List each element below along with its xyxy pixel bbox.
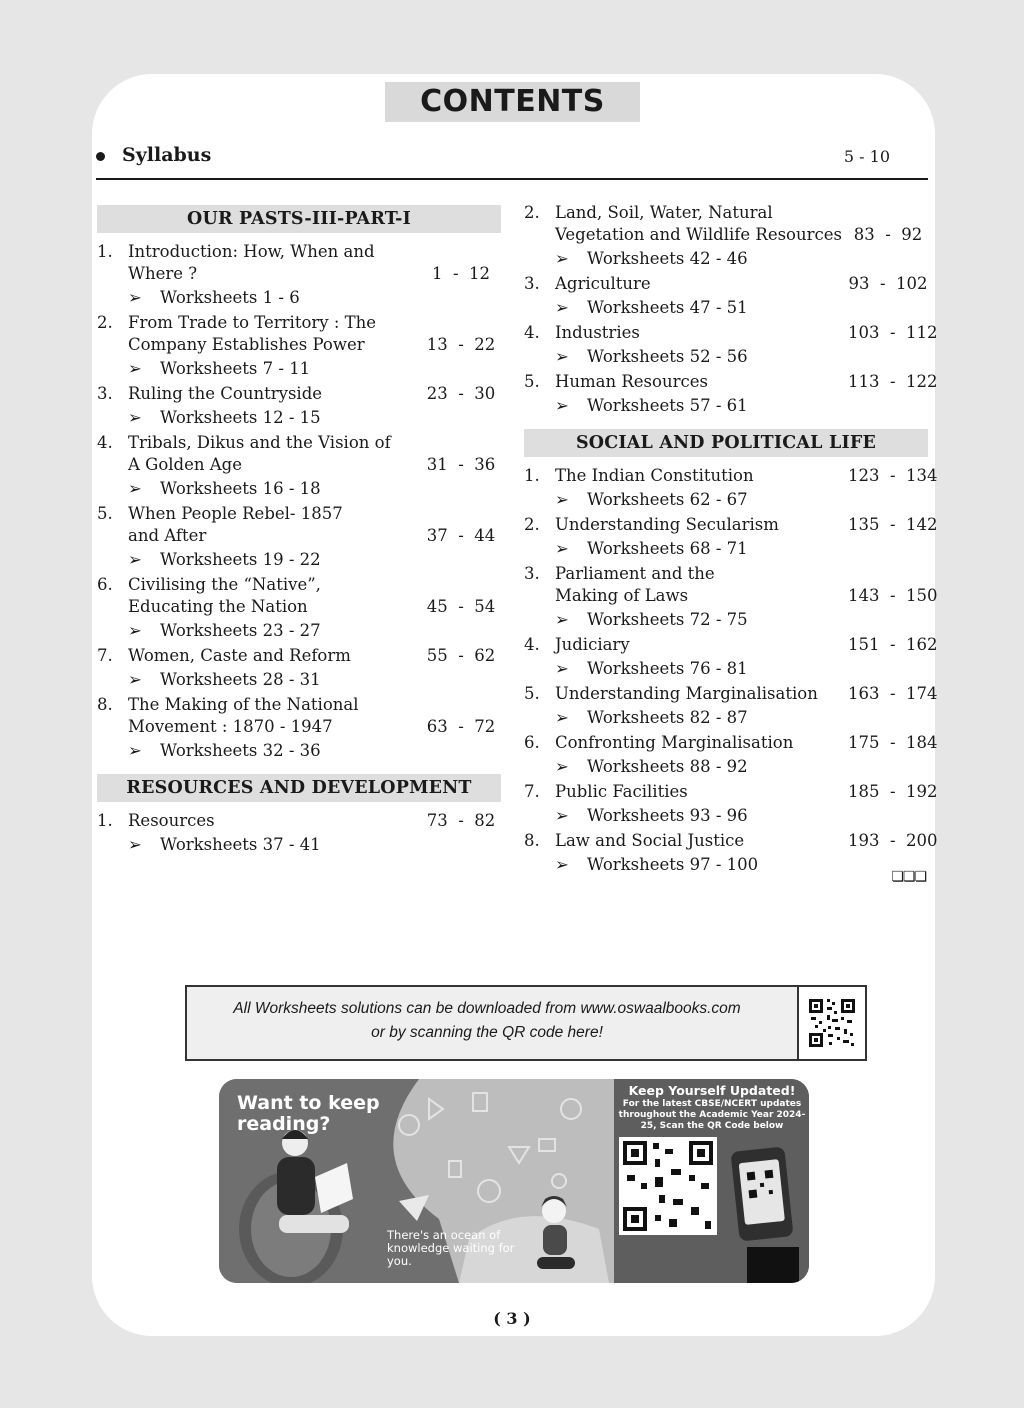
entry-title: Resources [128, 811, 215, 830]
entry-pages: 151 - 162 [848, 635, 938, 654]
toc-entry[interactable] [97, 503, 501, 547]
worksheet-entry[interactable] [524, 248, 928, 270]
toc-entry[interactable] [97, 645, 501, 667]
worksheet-label: Worksheets 68 - 71 [587, 539, 748, 558]
worksheet-entry[interactable] [97, 620, 501, 642]
worksheet-entry[interactable] [524, 854, 928, 876]
entry-title: When People Rebel- 1857 and After [128, 504, 343, 545]
arrow-icon: ➢ [128, 550, 142, 569]
toc-entry[interactable] [524, 732, 938, 754]
bullet-icon [96, 152, 105, 161]
entry-number: 3. [524, 274, 540, 293]
entry-title: Land, Soil, Water, Natural Vegetation and Wildlife Resources [555, 203, 842, 244]
worksheet-entry[interactable] [524, 489, 928, 511]
arrow-icon: ➢ [555, 610, 569, 629]
worksheet-label: Worksheets 57 - 61 [587, 396, 748, 415]
toc-entry[interactable] [524, 322, 938, 344]
arrow-icon: ➢ [555, 806, 569, 825]
arrow-icon: ➢ [555, 347, 569, 366]
worksheet-label: Worksheets 32 - 36 [160, 741, 321, 760]
section-heading: RESOURCES AND DEVELOPMENT [97, 774, 501, 802]
right-column [524, 202, 938, 879]
entry-pages: 93 - 102 [848, 274, 928, 293]
entry-title: Introduction: How, When and Where ? [128, 242, 375, 283]
entry-title: The Indian Constitution [555, 466, 754, 485]
entry-number: 7. [97, 646, 113, 665]
worksheet-label: Worksheets 19 - 22 [160, 550, 321, 569]
entry-title: Understanding Marginalisation [555, 684, 818, 703]
toc-entry[interactable] [524, 273, 928, 295]
worksheet-entry[interactable] [524, 538, 928, 560]
page-title: CONTENTS [385, 82, 640, 122]
entry-title: From Trade to Territory : The Company Establishes Power [128, 313, 377, 354]
entry-pages: 135 - 142 [848, 515, 938, 534]
toc-entry[interactable] [524, 514, 938, 536]
toc-entry[interactable] [524, 202, 928, 246]
entry-pages: 45 - 54 [426, 597, 496, 616]
entry-pages: 163 - 174 [848, 684, 938, 703]
worksheet-label: Worksheets 37 - 41 [160, 835, 321, 854]
entry-title: Tribals, Dikus and the Vision of A Golden Age [128, 433, 391, 474]
entry-number: 3. [524, 564, 540, 583]
arrow-icon: ➢ [128, 670, 142, 689]
promo-banner[interactable] [219, 1079, 809, 1283]
worksheet-entry[interactable] [524, 707, 928, 729]
divider [96, 178, 928, 180]
entry-number: 4. [524, 323, 540, 342]
entry-title: Understanding Secularism [555, 515, 779, 534]
arrow-icon: ➢ [555, 249, 569, 268]
arrow-icon: ➢ [555, 490, 569, 509]
entry-number: 1. [97, 242, 113, 261]
arrow-icon: ➢ [555, 539, 569, 558]
qr-code-icon[interactable] [797, 987, 865, 1059]
arrow-icon: ➢ [128, 835, 142, 854]
toc-entry[interactable] [524, 563, 938, 607]
banner-update-title: Keep Yourself Updated! [628, 1083, 796, 1098]
worksheet-entry[interactable] [524, 395, 928, 417]
entry-title: Judiciary [555, 635, 630, 654]
toc-entry[interactable] [97, 312, 501, 356]
entry-pages: 73 - 82 [426, 811, 496, 830]
banner-tagline: There's an ocean of knowledge waiting for you. [387, 1228, 515, 1268]
banner-update-text: For the latest CBSE/NCERT updates throughout the Academic Year 2024-25, Scan the QR Code below [618, 1099, 806, 1131]
entry-pages: 63 - 72 [426, 717, 496, 736]
worksheet-label: Worksheets 47 - 51 [587, 298, 748, 317]
entry-title: Public Facilities [555, 782, 688, 801]
download-note [185, 985, 867, 1061]
arrow-icon: ➢ [555, 396, 569, 415]
worksheet-label: Worksheets 97 - 100 [587, 855, 759, 874]
entry-number: 3. [97, 384, 113, 403]
worksheet-label: Worksheets 72 - 75 [587, 610, 748, 629]
worksheet-entry[interactable] [524, 297, 928, 319]
worksheet-entry[interactable] [97, 549, 501, 571]
end-mark: ❏❏❏ [891, 869, 926, 885]
entry-title: Agriculture [555, 274, 651, 293]
entry-number: 5. [97, 504, 113, 523]
entry-number: 4. [97, 433, 113, 452]
entry-pages: 143 - 150 [848, 586, 938, 605]
entry-title: Confronting Marginalisation [555, 733, 794, 752]
worksheet-label: Worksheets 93 - 96 [587, 806, 748, 825]
entry-number: 8. [524, 831, 540, 850]
entry-pages: 55 - 62 [426, 646, 496, 665]
worksheet-label: Worksheets 62 - 67 [587, 490, 748, 509]
entry-number: 2. [524, 515, 540, 534]
worksheet-label: Worksheets 16 - 18 [160, 479, 321, 498]
worksheet-entry[interactable] [524, 658, 928, 680]
entry-pages: 175 - 184 [848, 733, 938, 752]
worksheet-label: Worksheets 1 - 6 [160, 288, 300, 307]
entry-pages: 37 - 44 [426, 526, 496, 545]
worksheet-entry[interactable] [97, 740, 501, 762]
note-text [187, 997, 787, 1045]
arrow-icon: ➢ [128, 408, 142, 427]
arrow-icon: ➢ [555, 659, 569, 678]
worksheet-label: Worksheets 88 - 92 [587, 757, 748, 776]
arrow-icon: ➢ [128, 479, 142, 498]
toc-entry[interactable] [524, 781, 938, 803]
worksheet-entry[interactable] [97, 478, 501, 500]
entry-number: 2. [524, 203, 540, 222]
worksheet-entry[interactable] [524, 609, 928, 631]
entry-number: 4. [524, 635, 540, 654]
worksheet-entry[interactable] [97, 669, 501, 691]
entry-pages: 113 - 122 [848, 372, 938, 391]
worksheet-label: Worksheets 52 - 56 [587, 347, 748, 366]
entry-pages: 103 - 112 [848, 323, 938, 342]
left-column [97, 205, 501, 859]
entry-number: 5. [524, 684, 540, 703]
section-heading: SOCIAL AND POLITICAL LIFE [524, 429, 928, 457]
entry-pages: 1 - 12 [431, 264, 491, 283]
entry-number: 6. [97, 575, 113, 594]
arrow-icon: ➢ [555, 708, 569, 727]
entry-title: Parliament and the Making of Laws [555, 564, 715, 605]
toc-entry[interactable] [524, 371, 938, 393]
page-number: ( 3 ) [493, 1309, 531, 1328]
worksheet-entry[interactable] [524, 805, 928, 827]
toc-entry[interactable] [524, 465, 938, 487]
entry-title: Human Resources [555, 372, 708, 391]
entry-pages: 13 - 22 [426, 335, 496, 354]
entry-number: 5. [524, 372, 540, 391]
worksheet-entry[interactable] [97, 358, 501, 380]
worksheet-label: Worksheets 7 - 11 [160, 359, 311, 378]
entry-number: 6. [524, 733, 540, 752]
toc-entry[interactable] [97, 694, 501, 738]
worksheet-entry[interactable] [524, 346, 928, 368]
note-line-1: All Worksheets solutions can be downloaded from www.oswaalbooks.com [233, 1000, 741, 1017]
entry-number: 8. [97, 695, 113, 714]
worksheet-label: Worksheets 76 - 81 [587, 659, 748, 678]
arrow-icon: ➢ [555, 855, 569, 874]
toc-entry[interactable] [97, 574, 501, 618]
arrow-icon: ➢ [555, 298, 569, 317]
entry-title: Ruling the Countryside [128, 384, 323, 403]
entry-number: 1. [524, 466, 540, 485]
entry-title: Women, Caste and Reform [128, 646, 351, 665]
entry-title: The Making of the National Movement : 1870 - 1947 [128, 695, 359, 736]
note-line-2: or by scanning the QR code here! [371, 1024, 603, 1041]
banner-headline: Want to keep reading? [237, 1092, 380, 1135]
entry-pages: 31 - 36 [426, 455, 496, 474]
toc-entry[interactable] [97, 241, 501, 285]
worksheet-entry[interactable] [97, 287, 501, 309]
toc-entry[interactable] [524, 634, 938, 656]
worksheet-label: Worksheets 42 - 46 [587, 249, 748, 268]
arrow-icon: ➢ [128, 621, 142, 640]
arrow-icon: ➢ [555, 757, 569, 776]
entry-title: Law and Social Justice [555, 831, 745, 850]
worksheet-entry[interactable] [97, 834, 501, 856]
worksheet-entry[interactable] [97, 407, 501, 429]
entry-number: 1. [97, 811, 113, 830]
entry-number: 7. [524, 782, 540, 801]
syllabus-pages: 5 - 10 [843, 147, 890, 166]
worksheet-label: Worksheets 23 - 27 [160, 621, 321, 640]
toc-entry[interactable] [524, 830, 938, 852]
entry-title: Civilising the “Native”, Educating the Nation [128, 575, 321, 616]
toc-entry[interactable] [97, 383, 501, 405]
toc-entry[interactable] [97, 810, 501, 832]
entry-title: Industries [555, 323, 640, 342]
toc-entry[interactable] [524, 683, 938, 705]
worksheet-label: Worksheets 82 - 87 [587, 708, 748, 727]
entry-pages: 193 - 200 [848, 831, 938, 850]
arrow-icon: ➢ [128, 288, 142, 307]
toc-entry[interactable] [97, 432, 501, 476]
entry-pages: 185 - 192 [848, 782, 938, 801]
entry-pages: 83 - 92 [853, 225, 923, 244]
entry-pages: 123 - 134 [848, 466, 938, 485]
entry-pages: 23 - 30 [426, 384, 496, 403]
entry-number: 2. [97, 313, 113, 332]
syllabus-label: Syllabus [122, 144, 212, 166]
worksheet-entry[interactable] [524, 756, 928, 778]
worksheet-label: Worksheets 28 - 31 [160, 670, 321, 689]
arrow-icon: ➢ [128, 741, 142, 760]
section-heading: OUR PASTS-III-PART-I [97, 205, 501, 233]
arrow-icon: ➢ [128, 359, 142, 378]
worksheet-label: Worksheets 12 - 15 [160, 408, 321, 427]
